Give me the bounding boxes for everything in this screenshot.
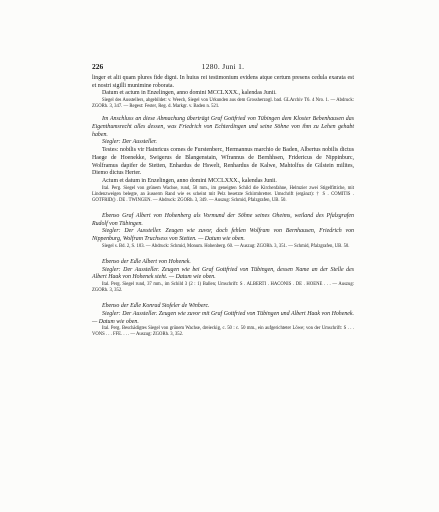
siegler-label: Siegler: Der Aussteller. [102, 266, 160, 273]
witness-list: Testes: nobilis vir Hainricus comes de Furstenberc, Hermannus marchio de Baden, Albertus nobilis dictus Haege de Hoenekke, Swigerus de Blangenstain, Wfrannus de Bernhhsen, Fridericus de Nippinburc, Wolframus dapifer de Stetten, Enhardus de Hswelt, Renhardus de Kalwe, Mahtolfus de Gilstein milites, Diemo dictus Herter. [92, 147, 354, 177]
seal-note: Ital. Perg. Siegel von grünem Wachse, rund, 50 mm., im geneigten Schild die Kirchenfahne, Helmzier zwei Stigelfittiche, mit Lindenzweigen belegte, an äusserm Rand wie es scheint mit Pelz besetzte Schirmbretter. Umschrift (ergänzt): † S . COMITIS . GOTFRID() . DE . TWINGEN. — Abdruck: ZGORh. 3, 349. — Auszug: Schmid, Pfalzgrafen, UB. 50. [92, 185, 354, 203]
datum-line: Datum et actum in Enzelingen, anno domini MCCLXXX., kalendas Junii. [102, 90, 277, 97]
running-head: 1280. Juni 1. [201, 62, 245, 71]
siegler-label: Siegler: Der Aussteller. [102, 228, 162, 235]
zeugen-text: Zeugen wie zuvor, doch fehlen Wolfram von Bernhausen, Friedrich von Nippenburg, Wolfram Truchsess von Stetten. — Datum wie oben. [92, 228, 354, 243]
regest-summary: Ebenso der Edle Albert von Hohenek. [102, 258, 191, 265]
siegler-line [92, 228, 354, 243]
siegler-label: Siegler: Der Aussteller. [102, 310, 158, 317]
charter-text: linger et alii quam plures fide digni. In huius rei testimonium evidens atque certum presens cedula exarata est et nostri sigilli munimine roborata. [92, 75, 354, 89]
page-number: 226 [92, 62, 104, 71]
regest-summary: Im Anschluss an diese Abmachung überträgt Graf Gottfried von Tübingen dem Kloster Bebenhausen das Eigenthumsrecht alles dessen, was Friedrich von Echterdingen und seine Söhne von ihm zu Lehen gehabt haben. [92, 116, 354, 138]
zeugen-text: Zeugen wie bei Graf Gottfried von Tübingen, dessen Name an der Stelle des Albert Haak von Hohenek steht. — Datum wie oben. [92, 266, 354, 281]
siegler-line: Siegler: Der Aussteller. [102, 139, 158, 146]
siegler-line [92, 267, 354, 282]
page-header [92, 62, 354, 71]
document-body [92, 75, 354, 338]
seal-note: Siegel des Ausstellers, abgebildet: v. Weech, Siegel von Urkunden aus dem Grossherzogl. bad. GLArchiv T6. 4 Nro. 1. — Abdruck: ZGORh. 3, 347. — Regest: Fester, Reg. d. Markgr. v. Baden n. 521. [92, 98, 354, 110]
seal-note: Siegel s. Bd. 2, S. 103. — Abdruck: Schmid, Monum. Hohenberg. 60. — Auszug: ZGORh. 3, 351. — Schmid, Pfalzgrafen, UB. 50. [102, 243, 350, 249]
regest-summary: Ebenso Graf Albert von Hohenberg als Vormund der Söhne seines Oheims, weiland des Pfalzgrafen Rudolf von Tübingen. [92, 212, 354, 227]
zeugen-text: Zeugen wie zuvor mit Graf Gottfried von Tübingen und Albert Haak von Hohenek. — Datum wie oben. [92, 310, 354, 325]
seal-note: Ital. Perg. Siegel rund, 37 mm., im Schild 3 (2 : 1) Ballen; Umschrift: S . ALBERTI . HACONIS . DE . HOENE . . . — Auszug: ZGORh. 3, 352. [92, 281, 354, 294]
regest-summary: Ebenso der Edle Konrad Stofeler de Winberc. [102, 303, 210, 310]
datum-line: Actum et datum in Enzelingen, anno domini MCCLXXX., kalendas Junii. [102, 177, 277, 184]
seal-note: Ital. Perg. Beschädigtes Siegel von grünem Wachse, dreieckig, c. 50 : c. 50 mm., ein aufgerichteter Löwe; von der Umschrift: S . . . VONS . . . FFE. . . . — Auszug: ZGORh. 3, 352. [92, 326, 354, 338]
siegler-line [92, 311, 354, 326]
